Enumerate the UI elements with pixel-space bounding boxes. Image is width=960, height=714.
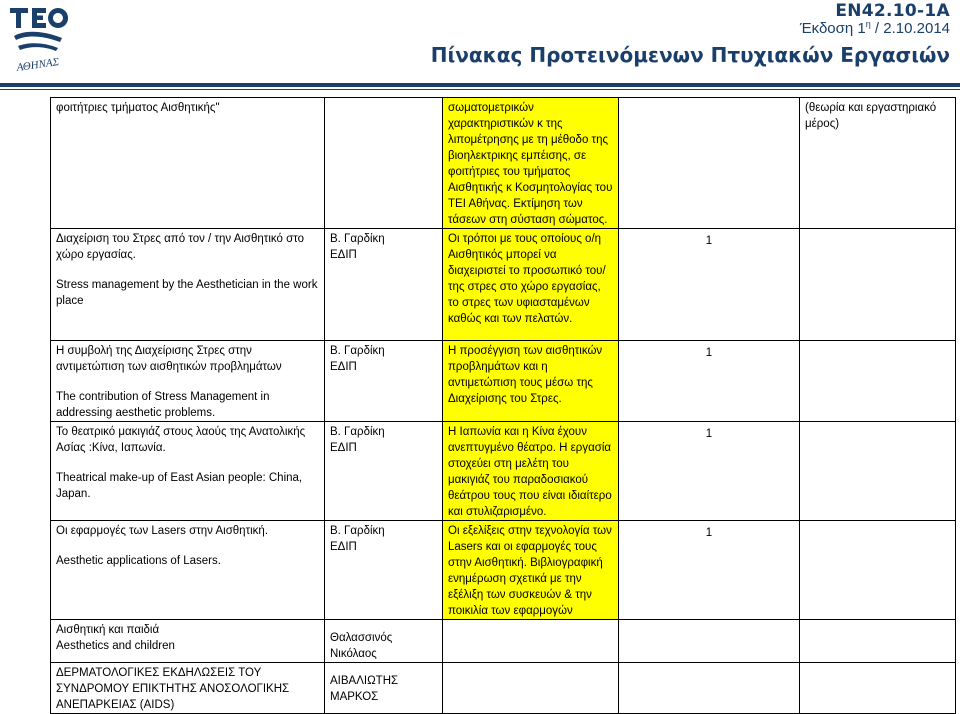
supervisor-cell: Β. Γαρδίκη ΕΔΙΠ [325, 422, 443, 521]
students-cell [619, 98, 800, 229]
table-row [51, 620, 956, 663]
students-cell [619, 663, 800, 714]
students-cell [619, 620, 800, 663]
description-cell: Η προσέγγιση των αισθητικών προβλημάτων και η αντιμετώπιση τους μέσω της Διαχείρισης του Στρες. [443, 341, 619, 422]
type-cell [800, 663, 956, 714]
type-cell [800, 229, 956, 341]
table-row [51, 663, 956, 714]
description-cell: σωματομετρικών χαρακτηριστικών κ της λιπομέτρησης με τη μέθοδο της βιοηλεκτρικης εμπέισης, σε φοιτήτριες του τμήματος Αισθητικής κ Κοσμητολογίας του ΤΕΙ Αθήνας. Εκτίμηση των τάσεων στη σύσταση σώματος. [443, 98, 619, 229]
thesis-table [50, 97, 956, 714]
type-cell: (θεωρία και εργαστηριακό μέρος) [800, 98, 956, 229]
table-row [51, 422, 956, 521]
page-title: Πίνακας Προτεινόμενων Πτυχιακών Εργασιών [430, 43, 950, 67]
type-cell [800, 521, 956, 620]
supervisor-cell: Β. Γαρδίκη ΕΔΙΠ [325, 341, 443, 422]
document-version: Έκδοση $1^\eta / 2.10.2014$ [799, 19, 950, 37]
header-rule [0, 83, 960, 87]
topic-cell: Η συμβολή της Διαχείρισης Στρες στην αντιμετώπιση των αισθητικών προβλημάτων The contribution of Stress Management in addressing aesthetic problems. [51, 341, 325, 422]
students-cell: 1 [619, 521, 800, 620]
supervisor-cell [325, 98, 443, 229]
description-cell: Οι εξελίξεις στην τεχνολογία των Lasers και οι εφαρμογές τους στην Αισθητική. Βιβλιογραφική ενημέρωση σχετικά με την εξέλιξη των συσκευών & την ποικιλία των εφαρμογών [443, 521, 619, 620]
type-cell [800, 422, 956, 521]
table-row [51, 98, 956, 229]
topic-cell: ΔΕΡΜΑΤΟΛΟΓΙΚΕΣ ΕΚΔΗΛΩΣΕΙΣ ΤΟΥ ΣΥΝΔΡΟΜΟΥ ΕΠΙΚΤΗΤΗΣ ΑΝΟΣΟΛΟΓΙΚΗΣ ΑΝΕΠΑΡΚΕΙΑΣ (AIDS) [51, 663, 325, 714]
description-cell [443, 620, 619, 663]
description-cell [443, 663, 619, 714]
table-row [51, 521, 956, 620]
table-row [51, 229, 956, 341]
students-cell: 1 [619, 229, 800, 341]
topic-cell: Το θεατρικό μακιγιάζ στους λαούς της Ανατολικής Ασίας :Κίνα, Ιαπωνία. Theatrical make-up of East Asian people: China, Japan. [51, 422, 325, 521]
topic-cell: Αισθητική και παιδιά Aesthetics and children [51, 620, 325, 663]
table-row [51, 341, 956, 422]
supervisor-cell: Β. Γαρδίκη ΕΔΙΠ [325, 521, 443, 620]
type-cell [800, 341, 956, 422]
type-cell [800, 620, 956, 663]
description-cell: Οι τρόποι με τους οποίους ο/η Αισθητικός μπορεί να διαχειριστεί το προσωπικό του/της στρες στο χώρο εργασίας, το στρες των υφιασταμένων καθώς και των πελατών. [443, 229, 619, 341]
students-cell: 1 [619, 422, 800, 521]
header-rule-thin [0, 89, 960, 90]
topic-cell: Οι εφαρμογές των Lasers στην Αισθητική. Aesthetic applications of Lasers. [51, 521, 325, 620]
document-code: ΕΝ42.10-1Α [835, 1, 950, 21]
svg-text:ΑΘΗΝΑΣ: ΑΘΗΝΑΣ [15, 56, 60, 74]
topic-cell: Διαχείριση του Στρες από τον / την Αισθητικό στο χώρο εργασίας. Stress management by the Aesthetician in the work place [51, 229, 325, 341]
tei-athens-logo [4, 2, 76, 74]
topic-cell: φοιτήτριες τμήματος Αισθητικής" [51, 98, 325, 229]
supervisor-cell: Β. Γαρδίκη ΕΔΙΠ [325, 229, 443, 341]
supervisor-cell: Θαλασσινός Νικόλαος [325, 620, 443, 663]
students-cell: 1 [619, 341, 800, 422]
description-cell: Η Ιαπωνία και η Κίνα έχουν ανεπτυγμένο θέατρο. Η εργασία στοχεύει στη μελέτη του μακιγιάζ του παραδοσιακού θεάτρου τους που είναι ιδιαίτερο και στυλιζαρισμένο. [443, 422, 619, 521]
supervisor-cell: ΑΙΒΑΛΙΩΤΗΣ ΜΑΡΚΟΣ [325, 663, 443, 714]
